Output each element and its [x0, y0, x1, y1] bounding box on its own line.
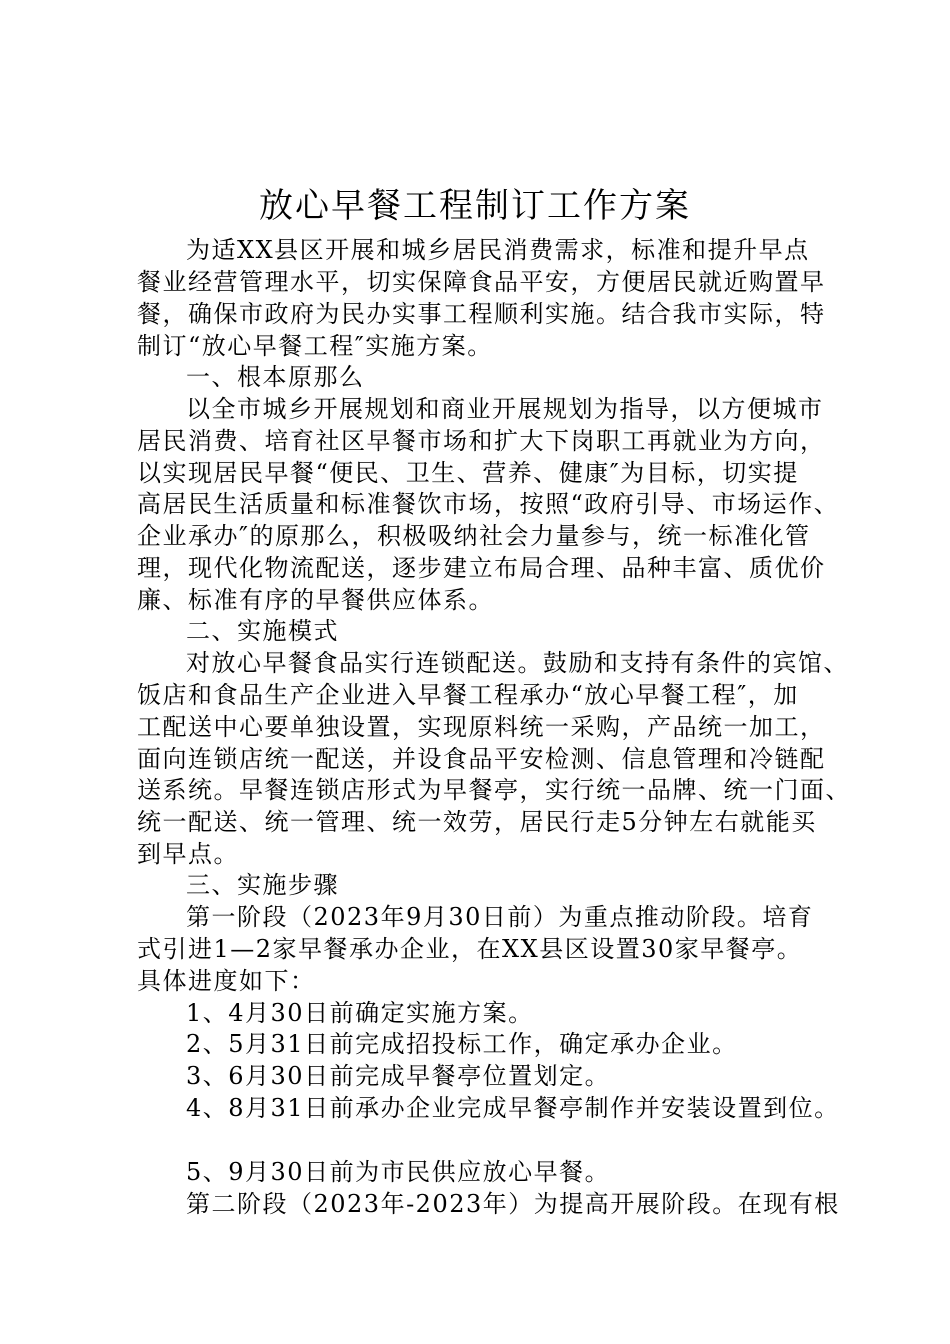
paragraph-line: 对放心早餐食品实行连锁配送。鼓励和支持有条件的宾馆、 — [186, 649, 849, 677]
paragraph-line: 理，现代化物流配送，逐步建立布局合理、品种丰富、质优价 — [137, 554, 826, 582]
document-title: 放心早餐工程制订工作方案 — [259, 186, 691, 226]
paragraph-line: 企业承办″的原那么，积极吸纳社会力量参与，统一标准化管 — [137, 522, 811, 550]
paragraph-line: 以实现居民早餐“便民、卫生、营养、健康″为目标，切实提 — [137, 459, 799, 487]
list-item: 4、8月31日前承办企业完成早餐亭制作并安装设置到位。 — [186, 1094, 840, 1122]
paragraph-line: 具体进度如下： — [137, 967, 316, 995]
paragraph-line: 饭店和食品生产企业进入早餐工程承办“放心早餐工程″，加 — [137, 681, 799, 709]
list-item: 2、5月31日前完成招投标工作，确定承办企业。 — [186, 1030, 738, 1058]
paragraph-line: 第二阶段（2023年-2023年）为提高开展阶段。在现有根 — [186, 1190, 840, 1218]
paragraph-line: 式引进1—2家早餐承办企业，在XX县区设置30家早餐亭。 — [137, 935, 803, 963]
paragraph-line: 以全市城乡开展规划和商业开展规划为指导，以方便城市 — [186, 395, 824, 423]
paragraph-line: 统一配送、统一管理、统一效劳，居民行走5分钟左右就能买 — [137, 808, 817, 836]
paragraph-line: 餐，确保市政府为民办实事工程顺利实施。结合我市实际，特 — [137, 300, 826, 328]
list-item: 5、9月30日前为市民供应放心早餐。 — [186, 1158, 611, 1186]
paragraph-line: 居民消费、培育社区早餐市场和扩大下岗职工再就业为方向， — [137, 427, 826, 455]
section-heading: 一、根本原那么 — [186, 363, 365, 391]
section-heading: 二、实施模式 — [186, 617, 339, 645]
paragraph-line: 第一阶段（2023年9月30日前）为重点推动阶段。培育 — [186, 903, 814, 931]
paragraph-line: 工配送中心要单独设置，实现原料统一采购，产品统一加工， — [137, 713, 826, 741]
paragraph-line: 餐业经营管理水平，切实保障食品平安，方便居民就近购置早 — [137, 268, 826, 296]
paragraph-line: 高居民生活质量和标准餐饮市场，按照“政府引导、市场运作、 — [137, 490, 840, 518]
list-item: 1、4月30日前确定实施方案。 — [186, 999, 534, 1027]
paragraph-line: 送系统。早餐连锁店形式为早餐亭，实行统一品牌、统一门面、 — [137, 776, 851, 804]
paragraph-line: 廉、标准有序的早餐供应体系。 — [137, 586, 494, 614]
paragraph-line: 为适XX县区开展和城乡居民消费需求，标准和提升早点 — [186, 236, 810, 264]
list-item: 3、6月30日前完成早餐亭位置划定。 — [186, 1062, 611, 1090]
section-heading: 三、实施步骤 — [186, 871, 339, 899]
paragraph-line: 到早点。 — [137, 840, 239, 868]
paragraph-line: 面向连锁店统一配送，并设食品平安检测、信息管理和冷链配 — [137, 745, 826, 773]
paragraph-line: 制订“放心早餐工程″实施方案。 — [137, 332, 493, 360]
